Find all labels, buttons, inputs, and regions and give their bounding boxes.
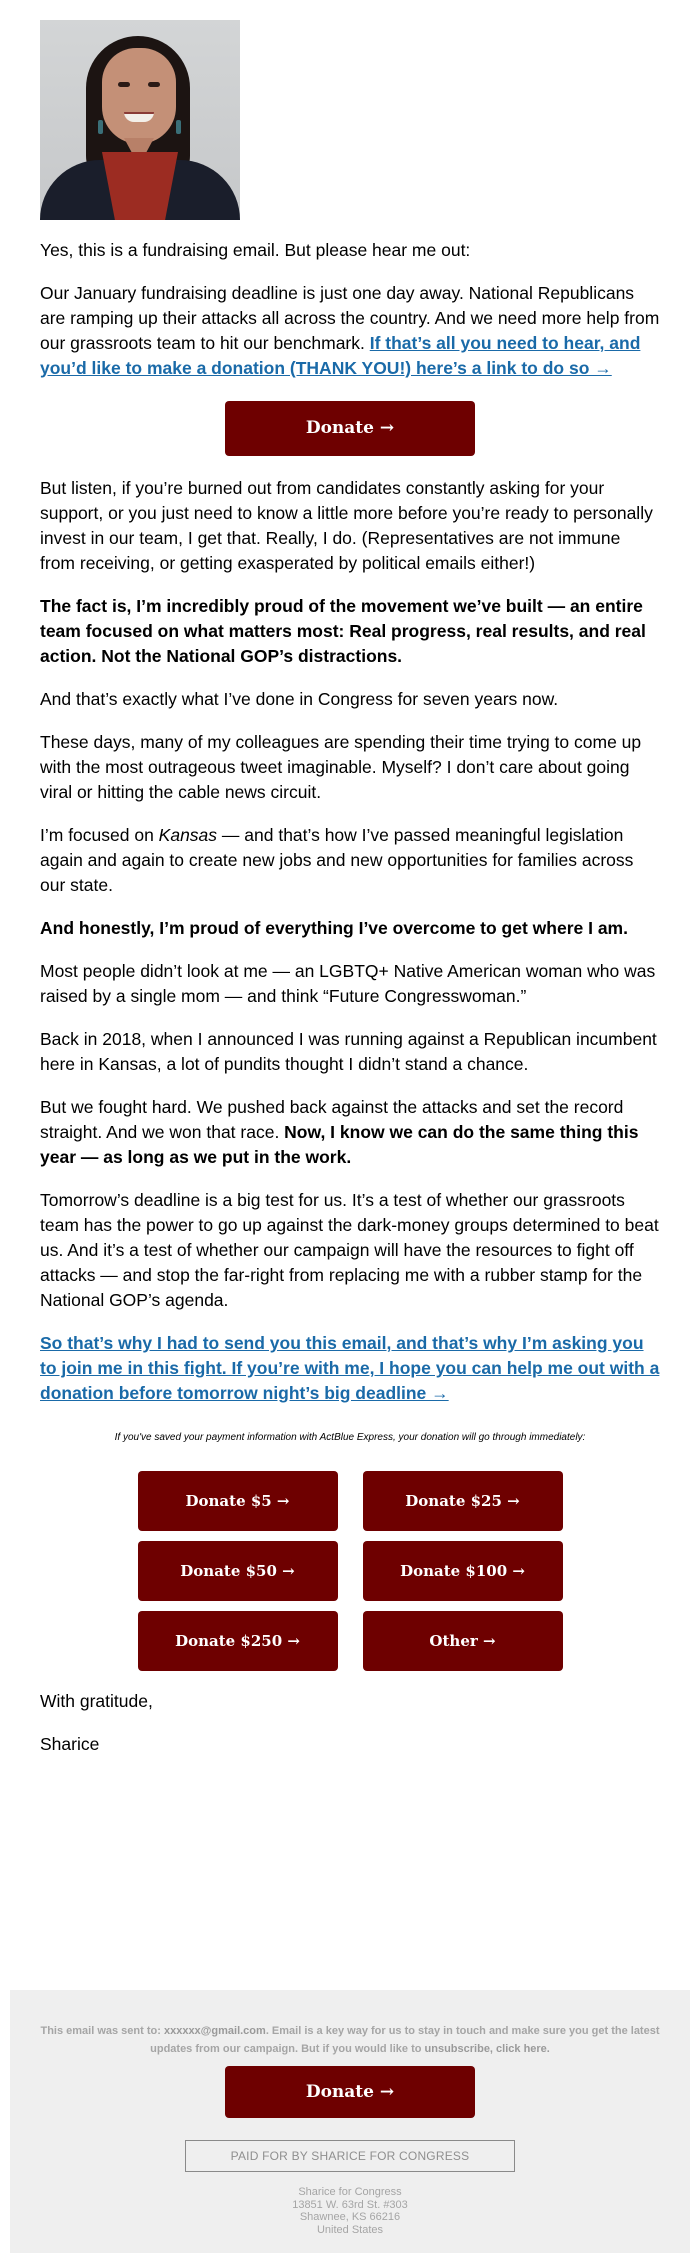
- paragraph-lgbtq: Most people didn’t look at me — an LGBTQ+ Native American woman who was raised by a single mom — and think “Future Congresswoman.”: [40, 961, 656, 1006]
- email-footer: [10, 1990, 690, 2253]
- paragraph-kansas: I’m focused on Kansas — and that’s how I’ve passed meaningful legislation again and again to create new jobs and new opportunities for families across our state.: [40, 825, 634, 895]
- donate-50-button[interactable]: Donate $50 →: [138, 1541, 338, 1601]
- paragraph-fought-hard: But we fought hard. We pushed back against the attacks and set the record straight. And we won that race. Now, I know we can do the same thing this year — as long as we put in the work.: [40, 1097, 639, 1167]
- candidate-photo: [40, 20, 240, 220]
- paragraph-tomorrow: Tomorrow’s deadline is a big test for us. It’s a test of whether our grassroots team has the power to go up against the dark-money groups determined to beat us. And it’s a test of whether our campaign will have the resources to fight off attacks — and stop the far-right from replacing me with a rubber stamp for the National GOP’s agenda.: [40, 1190, 659, 1310]
- paid-for-disclaimer: PAID FOR BY SHARICE FOR CONGRESS: [185, 2140, 515, 2172]
- donate-ask-link[interactable]: So that’s why I had to send you this email, and that’s why I’m asking you to join me in this fight. If you’re with me, I hope you can help me out with a donation before tomorrow night’s big deadline →: [40, 1333, 660, 1403]
- sent-to-notice: This email was sent to: xxxxxx@gmail.com. Email is a key way for us to stay in touch and make sure you get the latest updates from our campaign. But if you would like to unsubscribe, click here.: [40, 2025, 660, 2055]
- recipient-email: xxxxxx@gmail.com: [163, 2025, 266, 2037]
- donate-other-button[interactable]: Other →: [363, 1611, 563, 1671]
- donate-250-button[interactable]: Donate $250 →: [138, 1611, 338, 1671]
- email-body: [40, 20, 660, 1757]
- paragraph-deadline: Our January fundraising deadline is just one day away. National Republicans are ramping up their attacks all across the country. And we need more help from our grassroots team to hit our benchmark. If that’s all you need to hear, and you’d like to make a donation (THANK YOU!) here’s a link to do so →: [40, 283, 660, 378]
- mailing-address: Sharice for Congress 13851 W. 63rd St. #303 Shawnee, KS 66216 United States: [292, 2186, 408, 2236]
- donate-5-button[interactable]: Donate $5 →: [138, 1471, 338, 1531]
- paragraph-overcome: And honestly, I’m proud of everything I’ve overcome to get where I am.: [40, 918, 628, 938]
- actblue-note: If you've saved your payment information with ActBlue Express, your donation will go through immediately:: [114, 1432, 586, 1443]
- signature: Sharice: [40, 1734, 100, 1754]
- donate-100-button[interactable]: Donate $100 →: [363, 1541, 563, 1601]
- paragraph-colleagues: These days, many of my colleagues are spending their time trying to come up with the most outrageous tweet imaginable. Myself? I don’t care about going viral or hitting the cable news circuit.: [40, 732, 642, 802]
- donate-25-button[interactable]: Donate $25 →: [363, 1471, 563, 1531]
- paragraph-congress: And that’s exactly what I’ve done in Congress for seven years now.: [40, 689, 559, 709]
- closing: With gratitude,: [40, 1691, 153, 1711]
- paragraph-ask: [40, 1331, 660, 1406]
- donation-amounts: [138, 1471, 563, 1671]
- unsubscribe-link[interactable]: unsubscribe, click here.: [424, 2043, 550, 2055]
- donate-button[interactable]: Donate →: [225, 401, 475, 456]
- paragraph-burned-out: But listen, if you’re burned out from candidates constantly asking for your support, or you just need to know a little more before you’re ready to personally invest in our team, I get that. Really, I do. (Representatives are not immune from receiving, or getting exasperated by political emails either!): [40, 478, 653, 573]
- intro-text: Yes, this is a fundraising email. But please hear me out:: [40, 240, 471, 260]
- paragraph-proud-movement: The fact is, I’m incredibly proud of the movement we’ve built — an entire team focused on what matters most: Real progress, real results, and real action. Not the National GOP’s distractions.: [40, 596, 646, 666]
- footer-donate-button[interactable]: Donate →: [225, 2066, 475, 2118]
- paragraph-2018: Back in 2018, when I announced I was running against a Republican incumbent here in Kansas, a lot of pundits thought I didn’t stand a chance.: [40, 1029, 657, 1074]
- donate-inline-link[interactable]: If that’s all you need to hear, and you’d like to make a donation (THANK YOU!) here’s a link to do so →: [40, 333, 641, 378]
